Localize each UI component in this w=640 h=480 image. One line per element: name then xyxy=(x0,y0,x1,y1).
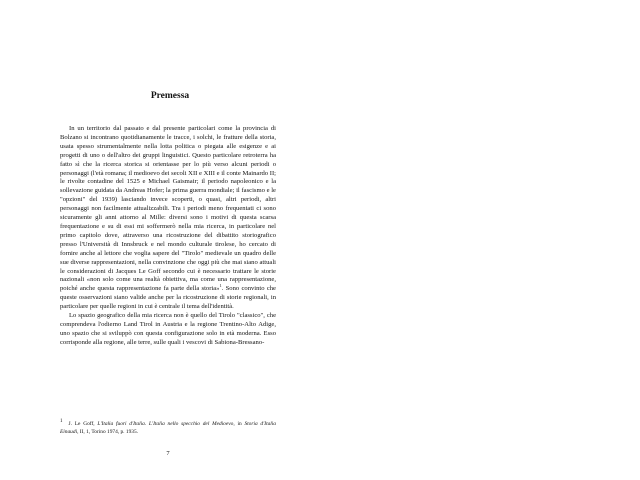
footnote-author: J. Le Goff, xyxy=(68,421,95,427)
footnote xyxy=(60,420,276,436)
footnote-rest: II, 1, Torino 1974, p. 1935. xyxy=(79,429,138,435)
paragraph-1-end: . Sono convinto che queste osservazioni siano valide anche per la ricostruzione di storie regionali, in particolare per quelle regioni in cui è centrale il tema dell'identità. xyxy=(60,285,276,311)
page-number: 7 xyxy=(166,450,170,457)
body-text xyxy=(60,125,276,348)
footnote-reference: 1 xyxy=(219,283,222,289)
paragraph-2: Lo spazio geografico della mia ricerca non è quello del Tirolo "classico", che comprendeva l'odierno Land Tirol in Austria e la regione Trentino-Alto Adige, uno spazio che si sviluppò con questa configurazione solo in età moderna. Esso corrisponde alla regione, alle terre, sulle quali i vescovi di Sabiona-Bressano- xyxy=(60,312,276,346)
paragraph-1 xyxy=(60,125,276,312)
footnote-number: 1 xyxy=(60,419,63,425)
footnote-series: Storia d'Italia Einaudi, xyxy=(60,421,276,435)
footnote-in: in xyxy=(237,421,242,427)
paragraph-1-text: In un territorio dal passato e dal presente particolari come la provincia di Bolzano si incontrano quotidianamente le tracce, i solchi, le fratture della storia, usata spesso strumentalmente nella lotta politica o piegata alle esigenze e ai progetti di uno o dell'altro dei gruppi linguistici. Questo particolare retroterra ha fatto sì che la ricerca storica si orientasse per lo più verso alcuni periodi o personaggi (l'età romana; il medioevo dei secoli XII e XIII e il conte Mainardo II; le rivolte contadine del 1525 e Michael Gaismair; il periodo napoleonico e la sollevazione guidata da Andreas Hofer; la prima guerra mondiale; il fascismo e le "opzioni" del 1939) lasciando invece scoperti, o quasi, altri periodi, altri personaggi non facilmente attualizzabili. Tra i periodi meno frequentati ci sono sicuramente gli anni attorno al Mille: diversi sono i motivi di questa scarsa frequentazione e su di essi mi soffermerò nella mia ricerca, in particolare nel primo capitolo dove, attraverso una ricostruzione del dibattito storiografico presso l'Università di Innsbruck e nel mondo culturale tirolese, ho cercato di fornire anche al lettore che voglia sapere del "Tirolo" medievale un quadro delle sue diverse rappresentazioni, nella convinzione che oggi più che mai siano attuali le considerazioni di Jacques Le Goff secondo cui è necessario trattare le storie nazionali «non solo come una realtà obiettiva, ma come una rappresentazione, poiché anche questa rappresentazione fa parte della storia» xyxy=(60,125,276,293)
footnote-title: L'Italia fuori d'Italia. L'Italia nello specchio del Medioevo, xyxy=(97,421,235,427)
page-title: Premessa xyxy=(150,91,190,101)
